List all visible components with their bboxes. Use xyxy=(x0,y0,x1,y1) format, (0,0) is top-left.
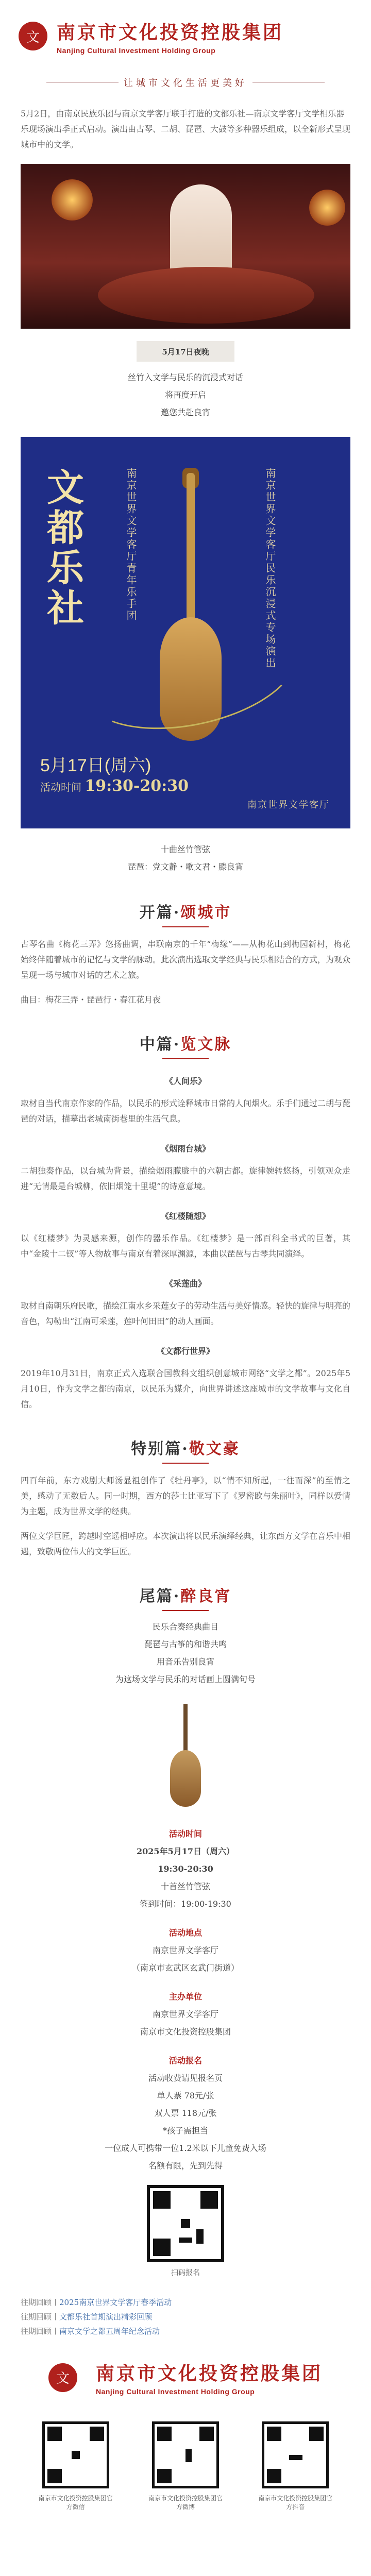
section-paragraph: 曲目：梅花三弄・琵琶行・春江花月夜 xyxy=(21,995,161,1005)
poster-time-label: 活动时间 xyxy=(40,781,81,793)
qr-finder xyxy=(199,2427,214,2441)
hero-line: 丝竹入文学与民乐的沉浸式对话 xyxy=(127,372,243,382)
piece-description: 二胡独奏作品，以台城为背景，描绘烟雨朦胧中的六朝古都。旋律婉转悠扬，引领观众走进“无情最是台城柳，依旧烟笼十里堤”的诗意意境。 xyxy=(21,1166,350,1191)
info-notice: 名额有限，先到先得 xyxy=(148,2161,223,2171)
poster-subtitle-left: 南京世界文学客厅青年乐手团 xyxy=(125,468,137,622)
section-paragraph: 四百年前，东方戏剧大师汤显祖创作了《牡丹亭》，以“情不知所起，一往而深”的至情之美，感动了无数后人。同一时期，西方的莎士比亚写下了《罗密欧与朱丽叶》，同样以爱情为主题，成为世界文学的经典。 xyxy=(21,1476,350,1516)
wechat-qr-code[interactable] xyxy=(42,2421,109,2488)
related-prefix: 往期回顾丨 xyxy=(21,2298,60,2307)
related-article[interactable] xyxy=(21,2324,350,2338)
qr-finder xyxy=(200,2191,218,2209)
poster-title: 文都乐社 xyxy=(41,468,85,629)
page-header xyxy=(0,0,371,72)
qr-finder xyxy=(153,2239,171,2256)
section-title-accent: 敬文豪 xyxy=(189,1440,240,1458)
info-checkin: 签到时间：19:00-19:30 xyxy=(140,1899,231,1909)
info-date: 2025年5月17日（周六） xyxy=(137,1846,234,1856)
section-title-special xyxy=(0,1436,371,1459)
slogan-bar xyxy=(0,72,371,93)
hero-line: 将再度开启 xyxy=(164,390,206,400)
section-title-prefix: 尾篇· xyxy=(139,1587,181,1605)
info-venue: 南京世界文学客厅 xyxy=(152,1945,218,1955)
poster-date: 5月17日(周六) xyxy=(40,756,151,775)
section-title-prefix: 特别篇· xyxy=(131,1440,189,1458)
douyin-qr-code[interactable] xyxy=(262,2421,329,2488)
info-venue-sub: （南京市玄武区玄武门街道） xyxy=(131,1963,239,1973)
piece-title: 《人间乐》 xyxy=(164,1076,206,1086)
finale-line: 民乐合奏经典曲目 xyxy=(152,1622,218,1632)
credits xyxy=(0,841,371,876)
qr-finder xyxy=(90,2427,104,2441)
brand-name-cn: 南京市文化投资控股集团 xyxy=(95,2363,323,2384)
brand-block xyxy=(96,2359,323,2396)
finale-line: 用音乐告别良宵 xyxy=(156,1657,214,1667)
group-logo: 文 xyxy=(19,22,47,50)
pipa-icon xyxy=(170,1704,201,1807)
pipa-body xyxy=(170,1750,201,1807)
section-title-accent: 醉良宵 xyxy=(180,1587,232,1605)
qr-caption: 南京市文化投资控股集团官方抖音 xyxy=(258,2495,333,2511)
divider xyxy=(162,1610,209,1611)
info-signup-line: 活动收费请见报名页 xyxy=(148,2073,223,2083)
info-signup-line: 双人票 118元/张 xyxy=(154,2108,217,2118)
qr-finder xyxy=(157,2427,172,2441)
piece-description: 以《红楼梦》为灵感来源，创作的器乐作品。《红楼梦》是一部百科全书式的巨著，其中“金陵十二钗”等人物故事与南京有着深厚渊源，本曲以琵琶与古琴共同演绎。 xyxy=(21,1233,350,1259)
qr-finder xyxy=(47,2427,62,2441)
piece-title: 《文都行世界》 xyxy=(156,1346,214,1356)
brand-name-en: Nanjing Cultural Investment Holding Group xyxy=(95,2387,255,2396)
qr-module xyxy=(196,2229,204,2244)
related-link[interactable]: 2025南京世界文学客厅春季活动 xyxy=(59,2298,172,2307)
piece-title: 《烟雨台城》 xyxy=(160,1144,210,1154)
divider xyxy=(46,82,119,83)
section-title-opening xyxy=(0,900,371,922)
finale-line: 琵琶与古筝的和谐共鸣 xyxy=(144,1639,227,1649)
section-paragraph: 古琴名曲《梅花三弄》悠扬曲调，串联南京的千年“梅缘”——从梅花山到梅园新村，梅花始终伴随着城市的记忆与文学的脉动。此次演出选取文学经典与民乐相结合的方式，为观众呈现一场与城市对话的艺术之旅。 xyxy=(21,939,351,980)
qr-module xyxy=(185,2449,192,2462)
section-paragraph: 两位文学巨匠，跨越时空遥相呼应。本次演出将以民乐演绎经典，让东西方文学在音乐中相遇，致敬两位伟大的文学巨匠。 xyxy=(21,1531,351,1556)
poster-venue: 南京世界文学客厅 xyxy=(247,800,330,810)
lantern-icon xyxy=(52,179,93,221)
date-chip: 5月17日夜晚 xyxy=(137,341,234,362)
signup-qr-code[interactable] xyxy=(147,2185,224,2262)
piece-title: 《红楼随想》 xyxy=(160,1211,210,1221)
brand-name-cn: 南京市文化投资控股集团 xyxy=(57,21,284,43)
info-time-label: 活动时间 xyxy=(168,1829,202,1839)
qr-module xyxy=(289,2455,302,2460)
section-title-middle xyxy=(0,1031,371,1054)
qr-finder xyxy=(267,2427,281,2441)
info-program: 十首丝竹管弦 xyxy=(160,1882,210,1891)
credit-line: 十曲丝竹管弦 xyxy=(160,844,210,854)
hero-lines xyxy=(0,369,371,421)
performance-photo xyxy=(21,164,350,329)
info-notice: *孩子需担当 xyxy=(162,2126,208,2136)
section-title-accent: 览文脉 xyxy=(180,1036,232,1054)
qr-caption: 扫码报名 xyxy=(171,2269,200,2277)
weibo-qr-code[interactable] xyxy=(152,2421,219,2488)
info-signup-line: 单人票 78元/张 xyxy=(157,2091,214,2100)
info-venue-label: 活动地点 xyxy=(168,1928,202,1938)
section-title-prefix: 中篇· xyxy=(139,1036,181,1054)
poster-subtitle-right: 南京世界文学客厅民乐沉浸式专场演出 xyxy=(264,468,276,669)
intro-paragraph: 5月2日，由南京民族乐团与南京文学客厅联手打造的文都乐社—南京文学客厅文学相乐器乐现场演出季正式启动。演出由古琴、二胡、琵琶、大鼓等多种器乐组成，以全新形式呈现城市中的文学。 xyxy=(21,109,351,149)
related-article[interactable] xyxy=(21,2310,350,2324)
info-organizer-label: 主办单位 xyxy=(168,1992,202,2002)
event-poster xyxy=(21,437,350,828)
qr-caption: 南京市文化投资控股集团官方微博 xyxy=(148,2495,223,2511)
piece-description: 2019年10月31日，南京正式入选联合国教科文组织创意城市网络“文学之都”。2025年5月10日，作为文学之都的南京，以民乐为媒介，向世界讲述这座城市的文学故事与文化自信。 xyxy=(21,1368,350,1409)
related-link[interactable]: 文都乐社首期演出精彩回顾 xyxy=(59,2312,153,2321)
slogan-text: 让城市文化生活更美好 xyxy=(124,78,247,89)
info-organizer: 南京世界文学客厅 xyxy=(152,2009,218,2019)
section-title-prefix: 开篇· xyxy=(139,904,181,922)
piece-description: 取材自当代南京作家的作品，以民乐的形式诠释城市日常的人间烟火。乐手们通过二胡与琵琶的对话，描摹出老城南街巷里的生活气息。 xyxy=(21,1098,351,1124)
related-articles xyxy=(0,2278,371,2338)
credit-line: 琵琶：党文静・歌文君・滕良宵 xyxy=(127,862,243,872)
finale-line: 为这场文学与民乐的对话画上圆满句号 xyxy=(115,1674,256,1684)
divider xyxy=(162,1058,209,1059)
section-title-accent: 颂城市 xyxy=(180,904,232,922)
footer-qr-item xyxy=(147,2411,224,2511)
info-notice: 一位成人可携带一位1.2米以下儿童免费入场 xyxy=(105,2143,266,2153)
info-signup-label: 活动报名 xyxy=(168,2056,202,2065)
finale-lines xyxy=(0,1618,371,1688)
qr-module xyxy=(181,2219,190,2228)
section-title-finale xyxy=(0,1583,371,1606)
piece-title: 《采莲曲》 xyxy=(164,1279,206,1289)
info-time: 19:30-20:30 xyxy=(158,1864,213,1874)
footer-qr-item xyxy=(37,2411,114,2511)
qr-finder xyxy=(157,2469,172,2483)
qr-finder xyxy=(267,2469,281,2483)
poster-time xyxy=(40,777,189,795)
footer-qr-row xyxy=(21,2411,350,2511)
brand-block xyxy=(57,18,283,55)
brand-name-en: Nanjing Cultural Investment Holding Group xyxy=(57,46,216,55)
footer-qr-item xyxy=(257,2411,334,2511)
related-prefix: 往期回顾丨 xyxy=(21,2327,60,2336)
info-organizer: 南京市文化投资控股集团 xyxy=(140,2027,231,2037)
qr-finder xyxy=(309,2427,324,2441)
related-article[interactable] xyxy=(21,2295,350,2310)
qr-module xyxy=(179,2238,192,2243)
group-logo: 文 xyxy=(48,2363,77,2392)
poster-time-value: 19:30-20:30 xyxy=(85,777,189,795)
footer-brand xyxy=(0,2359,371,2396)
hero-line: 邀您共赴良宵 xyxy=(160,408,210,417)
event-info xyxy=(0,1825,371,2175)
lantern-icon xyxy=(309,190,345,226)
qr-module xyxy=(72,2451,80,2459)
qr-finder xyxy=(153,2191,171,2209)
piece-description: 取材自南朝乐府民歌，描绘江南水乡采莲女子的劳动生活与美好情感。轻快的旋律与明亮的音色，勾勒出“江南可采莲，莲叶何田田”的动人画面。 xyxy=(21,1301,351,1326)
qr-caption: 南京市文化投资控股集团官方微信 xyxy=(38,2495,113,2511)
drum-shape xyxy=(98,267,314,324)
qr-finder xyxy=(47,2469,62,2483)
related-prefix: 往期回顾丨 xyxy=(21,2312,60,2321)
divider xyxy=(252,82,325,83)
related-link[interactable]: 南京文学之都五周年纪念活动 xyxy=(59,2327,160,2336)
